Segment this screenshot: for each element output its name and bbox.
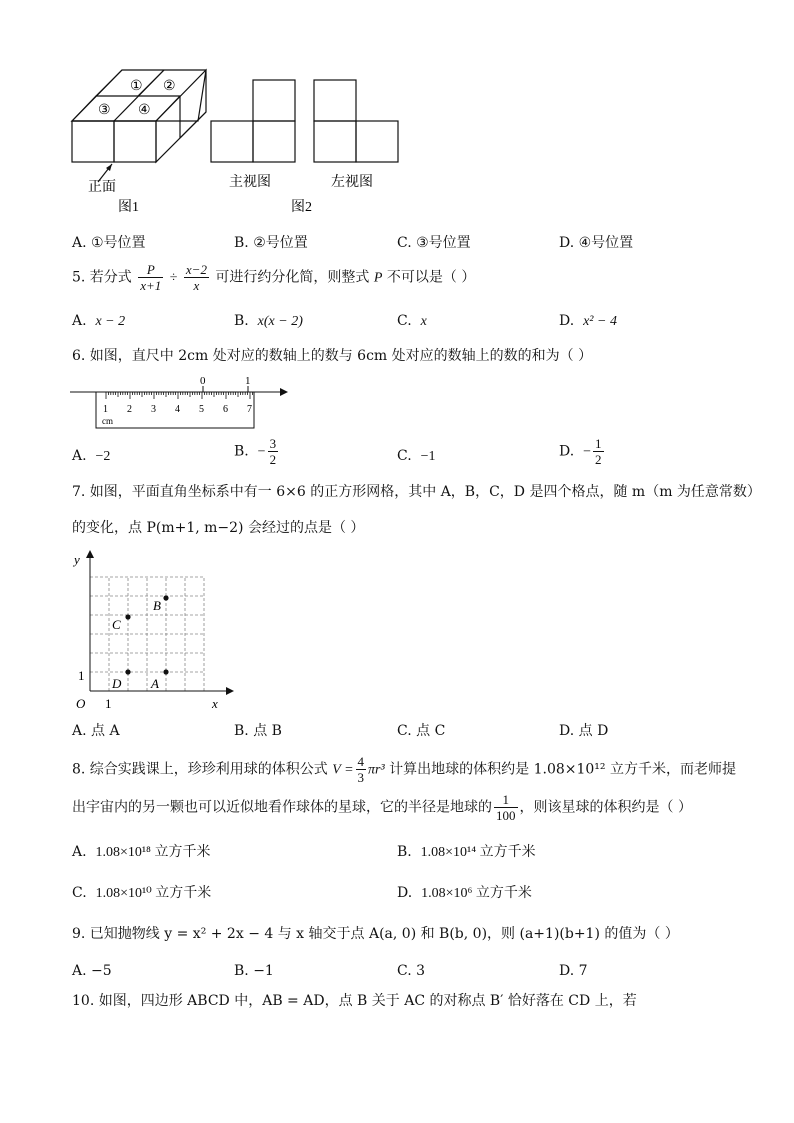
q6-option-c[interactable]: C. −1	[397, 448, 436, 464]
ruler-num-6: 6	[223, 404, 228, 415]
q5-prefix: 5. 若分式	[72, 269, 132, 286]
q7-option-c[interactable]: C. 点 C	[397, 723, 446, 739]
origin-label: O	[76, 696, 86, 711]
point-d	[125, 669, 130, 674]
point-b-label: B	[153, 598, 161, 613]
q5-option-c[interactable]: C. x	[397, 313, 427, 329]
q6-option-d[interactable]: D. − $\frac{1}{2}$	[559, 436, 602, 467]
q5-tail: 不可以是（ ）	[386, 269, 476, 286]
ruler-num-2: 2	[127, 404, 132, 415]
tick-y-1: 1	[78, 668, 85, 683]
fig1-label-2: ②	[163, 79, 176, 94]
q8-option-b[interactable]: B. 1.08×10¹⁴ 立方千米	[397, 844, 536, 860]
q9-option-a[interactable]: A. −5	[72, 963, 112, 979]
q9-option-b[interactable]: B. −1	[234, 963, 274, 979]
q8-option-a[interactable]: A. 1.08×10¹⁸ 立方千米	[72, 844, 211, 860]
fig1-label-1: ①	[130, 79, 143, 94]
q5-stem	[72, 262, 475, 293]
q6-stem: 6. 如图，直尺中 2cm 处对应的数轴上的数与 6cm 处对应的数轴上的数的和为（ ）	[72, 348, 593, 364]
q5-var: P	[373, 270, 383, 286]
q5-fraction-2: $\frac{x-2}{x}$	[185, 262, 207, 293]
ruler-num-4: 4	[175, 404, 180, 415]
q8-option-d[interactable]: D. 1.08×10⁶ 立方千米	[397, 885, 532, 901]
q7-line1: 7. 如图，平面直角坐标系中有一 6×6 的正方形网格，其中 A，B，C，D 是四个格点，随 m（m 为任意常数）	[72, 484, 761, 500]
fig1-front-label: 正面	[88, 180, 116, 195]
q5-fraction-1: $\frac{P}{x+1}$	[140, 262, 162, 293]
point-c-label: C	[112, 617, 121, 632]
q9-stem: 9. 已知抛物线 y = x² + 2x − 4 与 x 轴交于点 A(a, 0) 和 B(b, 0)，则 (a+1)(b+1) 的值为（ ）	[72, 926, 679, 942]
q6-option-a[interactable]: A. −2	[72, 448, 111, 464]
q4-option-a[interactable]: A. ①号位置	[72, 235, 146, 251]
q5-option-d[interactable]: D. x² − 4	[559, 313, 617, 329]
q7-option-d[interactable]: D. 点 D	[559, 723, 609, 739]
axis-label-0: 0	[200, 375, 206, 387]
point-b	[163, 595, 168, 600]
ruler-num-1: 1	[103, 404, 108, 415]
q8-line1: 8. 综合实践课上，珍珍利用球的体积公式 V = $\frac{4}{3}$ πr³ 计算出地球的体积约是 1.08×10¹² 立方千米，而老师提	[72, 754, 736, 785]
q4-option-c[interactable]: C. ③号位置	[397, 235, 471, 251]
q7-grid-figure	[66, 548, 236, 714]
q6-option-b[interactable]: B. − $\frac{3}{2}$	[234, 436, 277, 467]
figure-3d-views	[60, 60, 420, 220]
ruler-num-7: 7	[247, 404, 252, 415]
point-a	[163, 669, 168, 674]
axis-x-label: x	[212, 696, 218, 711]
q4-option-d[interactable]: D. ④号位置	[559, 235, 634, 251]
ruler-num-3: 3	[151, 404, 156, 415]
fig2-main-view-label: 主视图	[229, 175, 271, 190]
q5-option-b[interactable]: B. x(x − 2)	[234, 313, 303, 329]
fig1-label-3: ③	[98, 103, 111, 118]
fig1-caption: 图1	[118, 200, 139, 215]
fig1-label-4: ④	[138, 103, 151, 118]
q7-option-b[interactable]: B. 点 B	[234, 723, 282, 739]
axis-y-label: y	[74, 552, 80, 567]
q9-option-d[interactable]: D. 7	[559, 963, 588, 979]
ruler-unit: cm	[102, 416, 113, 426]
point-a-label: A	[151, 676, 159, 691]
q6-ruler-figure	[68, 372, 288, 434]
q4-option-b[interactable]: B. ②号位置	[234, 235, 308, 251]
q10-stem: 10. 如图，四边形 ABCD 中，AB = AD，点 B 关于 AC 的对称点 B′ 恰好落在 CD 上，若	[72, 993, 637, 1009]
axis-label-1: 1	[245, 375, 251, 387]
q5-option-a[interactable]: A. x − 2	[72, 313, 126, 329]
q7-line2: 的变化，点 P(m+1, m−2) 会经过的点是（ ）	[72, 520, 365, 536]
ruler-num-5: 5	[199, 404, 204, 415]
point-c	[125, 614, 130, 619]
q9-option-c[interactable]: C. 3	[397, 963, 426, 979]
fig2-caption: 图2	[291, 200, 312, 215]
q8-option-c[interactable]: C. 1.08×10¹⁰ 立方千米	[72, 885, 212, 901]
q5-divide-sign: ÷	[169, 270, 178, 286]
tick-x-1: 1	[105, 696, 112, 711]
point-d-label: D	[112, 676, 122, 691]
fig2-left-view-label: 左视图	[331, 175, 373, 190]
q7-option-a[interactable]: A. 点 A	[72, 723, 120, 739]
q8-line2: 出宇宙内的另一颗也可以近似地看作球体的星球，它的半径是地球的 $\frac{1}{100}$ ，则该星球的体积约是（ ）	[72, 792, 692, 823]
q5-suffix: 可进行约分化简，则整式	[215, 269, 370, 286]
